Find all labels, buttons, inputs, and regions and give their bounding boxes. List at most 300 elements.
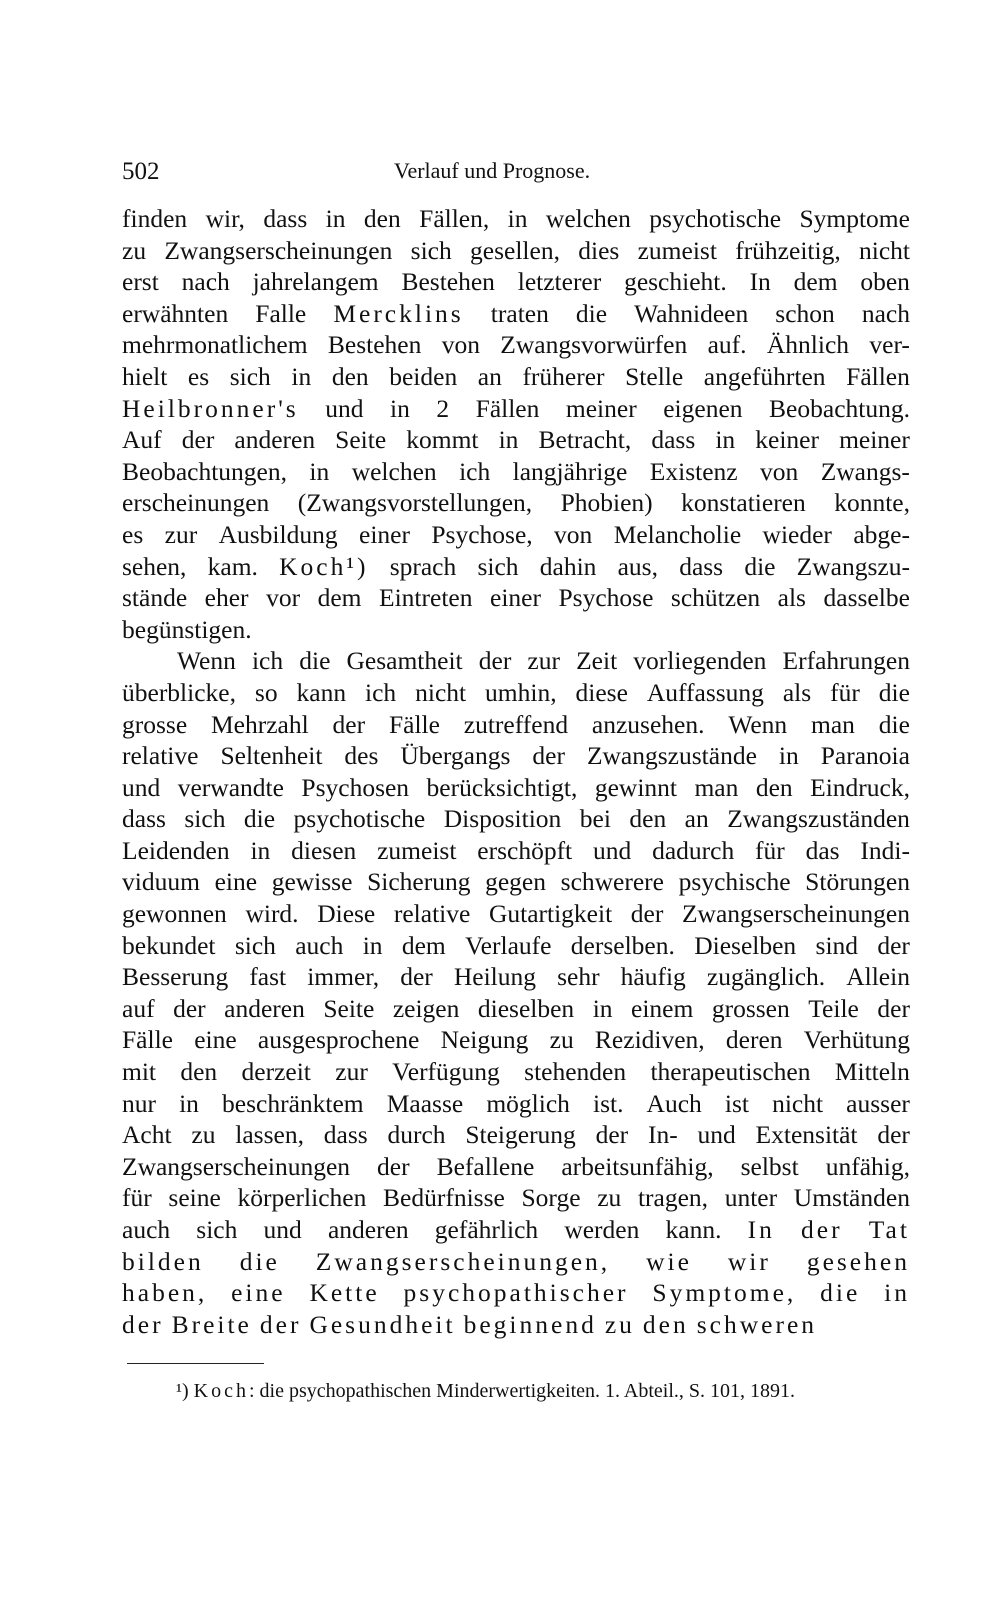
word: Beobachtung. xyxy=(769,393,910,423)
word: zur xyxy=(335,1057,368,1087)
word: grosse xyxy=(122,709,188,739)
word: der xyxy=(801,1215,843,1244)
word: jahrelangem xyxy=(252,267,379,297)
word: der xyxy=(532,741,565,771)
word: in xyxy=(250,835,271,865)
word: kann. xyxy=(665,1215,722,1244)
word: man xyxy=(694,772,739,802)
word: Wenn xyxy=(177,646,236,676)
word: derzeit xyxy=(241,1057,311,1087)
word: zu xyxy=(191,1120,216,1150)
word: Befallene xyxy=(436,1151,535,1181)
word: immer, xyxy=(307,962,380,992)
word: Dieselben xyxy=(694,930,797,960)
word: erschöpft xyxy=(477,835,573,865)
word: erscheinungen xyxy=(122,488,270,518)
word: Mitteln xyxy=(834,1057,910,1087)
word: Paranoia xyxy=(820,741,910,771)
text-line xyxy=(122,677,910,709)
word: hielt xyxy=(122,361,168,391)
word: auch xyxy=(295,930,344,960)
text-line xyxy=(122,961,910,993)
word: sind xyxy=(815,930,859,960)
word: nicht xyxy=(415,677,467,707)
word: Existenz xyxy=(649,456,738,486)
word: Erfahrungen xyxy=(782,646,910,676)
word: Fällen, xyxy=(419,204,490,233)
word: nach xyxy=(861,298,910,328)
word: langjährige xyxy=(512,456,628,486)
word: anderen xyxy=(327,1215,409,1244)
word: erwähnten xyxy=(122,298,229,328)
word: zu xyxy=(597,1183,622,1213)
text-line xyxy=(122,456,910,488)
word: zumeist xyxy=(377,835,457,865)
word: zugänglich. xyxy=(706,962,826,992)
word: die xyxy=(878,677,910,707)
word: relative xyxy=(393,899,471,929)
word: nur xyxy=(122,1088,156,1118)
word: Bedürfnisse xyxy=(383,1183,505,1213)
footnote-marker: ¹) xyxy=(176,1380,189,1402)
word: der xyxy=(173,993,206,1023)
text-line xyxy=(122,614,910,646)
word: Psychose xyxy=(558,583,654,613)
word: dem xyxy=(793,267,838,297)
word: und xyxy=(592,835,632,865)
footnote-author: Koch xyxy=(193,1380,249,1402)
word: beschränktem xyxy=(222,1088,364,1118)
word: keiner xyxy=(755,425,819,455)
word: Neigung xyxy=(440,1025,529,1055)
word: man xyxy=(811,709,855,739)
text-line xyxy=(122,772,910,804)
word: anzusehen. xyxy=(591,709,705,739)
word: Umständen xyxy=(793,1183,910,1213)
word: eher xyxy=(204,583,249,613)
word: berücksichtigt, xyxy=(426,772,578,802)
word: haben, xyxy=(122,1278,208,1308)
word: Verfügung xyxy=(392,1057,500,1087)
word: Mehrzahl xyxy=(211,709,309,739)
word: psychotische xyxy=(649,204,782,233)
word: die xyxy=(744,551,776,581)
word: verwandte xyxy=(177,772,284,802)
word: konstatieren xyxy=(681,488,806,518)
word: ist. xyxy=(592,1088,624,1118)
word: Kette xyxy=(309,1278,380,1308)
word: als xyxy=(777,583,806,613)
word: in xyxy=(884,1278,910,1308)
word: fast xyxy=(249,962,287,992)
word: an xyxy=(477,361,502,391)
word: von xyxy=(441,330,480,360)
word: Zwangs- xyxy=(820,456,910,486)
word: die xyxy=(299,646,331,676)
text-line xyxy=(122,835,910,867)
word: ver- xyxy=(869,330,910,360)
text-line xyxy=(122,740,910,772)
word: dass xyxy=(679,551,724,581)
word: Steigerung xyxy=(465,1120,576,1150)
word: dass xyxy=(323,1120,368,1150)
word: eigenen xyxy=(663,393,743,423)
word: eine xyxy=(194,1025,237,1055)
word: tragen, xyxy=(637,1183,709,1213)
word: letzterer xyxy=(517,267,602,297)
word: abge- xyxy=(853,519,910,549)
word: anderen xyxy=(224,993,305,1023)
word: Heilung xyxy=(453,962,537,992)
word: sich xyxy=(410,235,452,265)
text-line xyxy=(122,519,910,551)
word: Betracht, xyxy=(538,425,632,455)
word: stände xyxy=(122,583,188,613)
word: diese xyxy=(575,677,628,707)
word: zutreffend xyxy=(463,709,569,739)
word: Extensität xyxy=(755,1120,858,1150)
word: und xyxy=(263,1215,302,1244)
word: die xyxy=(820,1278,861,1308)
word: mehrmonatlichem xyxy=(122,330,308,360)
word: die xyxy=(243,804,276,834)
word: Tat xyxy=(868,1215,910,1244)
word: der xyxy=(595,1120,629,1150)
word: das xyxy=(805,835,840,865)
word: geschieht. xyxy=(624,267,727,297)
text-line xyxy=(122,645,910,677)
word: auf. xyxy=(707,330,747,360)
word: Leidenden xyxy=(122,835,230,865)
word: Maasse xyxy=(386,1088,464,1118)
word: ist xyxy=(724,1088,749,1118)
word: gesehen xyxy=(806,1246,910,1276)
word: der xyxy=(122,1309,164,1339)
word: ausser xyxy=(846,1088,910,1118)
text-line xyxy=(122,1182,910,1214)
word: die xyxy=(239,1246,280,1276)
word: derselben. xyxy=(570,930,675,960)
word: frühzeitig, xyxy=(735,235,841,265)
word: in xyxy=(325,204,346,233)
text-line xyxy=(122,329,910,361)
word: den xyxy=(755,772,793,802)
word: umhin, xyxy=(485,677,557,707)
text-line xyxy=(122,1151,910,1183)
word: schon xyxy=(775,298,835,328)
text-line xyxy=(122,1088,910,1120)
word: Heilbronner's xyxy=(122,393,299,423)
word: wird. xyxy=(245,899,299,929)
word: der xyxy=(877,993,910,1023)
word: Zwangserscheinungen xyxy=(681,899,910,929)
word: der xyxy=(630,899,664,929)
text-line xyxy=(122,266,910,298)
word: dem xyxy=(317,583,362,613)
word: den xyxy=(642,1309,689,1339)
word: der xyxy=(181,425,215,455)
word: körperlichen xyxy=(237,1183,367,1213)
word: finden xyxy=(122,204,188,233)
word: der xyxy=(259,1309,302,1339)
word: überblicke, xyxy=(122,677,236,707)
word: Seite xyxy=(323,993,375,1023)
word: Fällen xyxy=(475,393,540,423)
word: grossen xyxy=(711,993,790,1023)
word: als xyxy=(782,677,812,707)
word: Eintreten xyxy=(379,583,473,613)
word: sich xyxy=(234,930,276,960)
word: Diese xyxy=(317,899,376,929)
word: beiden xyxy=(389,361,458,391)
word: den xyxy=(629,804,667,834)
word: früherer xyxy=(522,361,605,391)
word: für xyxy=(755,835,785,865)
word: eine xyxy=(214,867,258,897)
word: sich xyxy=(477,551,519,581)
word: Mercklins xyxy=(333,298,464,328)
word: viduum xyxy=(122,867,200,897)
word: dieselben xyxy=(477,993,575,1023)
word: Phobien) xyxy=(560,488,653,518)
word: Sorge xyxy=(521,1183,581,1213)
word: Acht xyxy=(122,1120,172,1150)
word: selbst xyxy=(740,1151,799,1181)
word: Auf xyxy=(122,425,162,455)
word: nicht xyxy=(858,235,910,265)
word: sich xyxy=(229,361,271,391)
word: werden xyxy=(564,1215,640,1244)
word: meiner xyxy=(839,425,910,455)
word: in xyxy=(498,425,519,455)
word: bekundet xyxy=(122,930,216,960)
word: gewonnen xyxy=(122,899,227,929)
word: der xyxy=(877,1120,910,1150)
text-line xyxy=(122,235,910,267)
word: Disposition xyxy=(443,804,562,834)
word: Stelle xyxy=(625,361,684,391)
word: möglich xyxy=(486,1088,570,1118)
word: Fälle xyxy=(122,1025,173,1055)
word: bilden xyxy=(122,1246,204,1276)
word: konnte, xyxy=(834,488,910,518)
page-header xyxy=(122,150,912,190)
text-line xyxy=(122,1119,910,1151)
page-number: 502 xyxy=(122,158,160,185)
text-line xyxy=(122,1309,910,1341)
word: Rezidiven, xyxy=(594,1025,705,1055)
word: zur xyxy=(527,646,560,676)
word: den xyxy=(331,361,369,391)
word: aus, xyxy=(617,551,658,581)
word: Ausbildung xyxy=(218,519,338,549)
word: anderen xyxy=(234,425,316,455)
word: Zwangszuständen xyxy=(727,804,910,834)
word: von xyxy=(554,519,593,549)
word: ich xyxy=(365,677,397,707)
word: psychopathischer xyxy=(403,1278,629,1308)
word: zu xyxy=(604,1309,635,1339)
word: nicht xyxy=(772,1088,824,1118)
word: gesellen, xyxy=(470,235,560,265)
word: psychische xyxy=(678,867,791,897)
word: Eindruck, xyxy=(810,772,910,802)
word: und xyxy=(697,1120,736,1150)
word: dass xyxy=(263,204,308,233)
word: in xyxy=(390,393,410,423)
word: wir xyxy=(727,1246,771,1276)
word: durch xyxy=(387,1120,446,1150)
word: dass xyxy=(651,425,696,455)
word: häufig xyxy=(620,962,686,992)
word: gewisse xyxy=(271,867,353,897)
word: wie xyxy=(646,1246,692,1276)
word: gewinnt xyxy=(594,772,677,802)
text-line xyxy=(122,993,910,1025)
text-line xyxy=(122,1246,910,1278)
word: auf xyxy=(122,993,155,1023)
word: therapeutischen xyxy=(650,1057,811,1087)
word: seine xyxy=(168,1183,221,1213)
word: arbeitsunfähig, xyxy=(561,1151,714,1181)
word: welchen xyxy=(545,204,631,233)
word: diesen xyxy=(291,835,357,865)
word: schweren xyxy=(696,1309,818,1339)
word: an xyxy=(684,804,709,834)
text-line xyxy=(122,393,910,425)
word: sprach xyxy=(389,551,457,581)
word: einer xyxy=(490,583,541,613)
word: den xyxy=(363,204,401,233)
word: sehen, xyxy=(122,551,187,581)
word: Wahnideen xyxy=(634,298,749,328)
word: einer xyxy=(359,519,410,549)
word: Besserung xyxy=(122,962,229,992)
word: ich xyxy=(251,646,284,676)
word: meiner xyxy=(565,393,637,423)
word: Verhütung xyxy=(803,1025,910,1055)
footnote-text: : die psychopathischen Minderwertigkeiten. 1. Abteil., S. 101, 1891. xyxy=(248,1380,796,1402)
word: In xyxy=(749,267,771,297)
word: und xyxy=(325,393,364,423)
word: wir, xyxy=(205,204,245,233)
word: kommt xyxy=(406,425,479,455)
word: Psychosen xyxy=(301,772,410,802)
word: sich xyxy=(196,1215,238,1244)
text-line xyxy=(122,424,910,456)
word: Wenn xyxy=(728,709,788,739)
word: psychotische xyxy=(293,804,426,834)
word: es xyxy=(187,361,210,391)
word: Zwangszu- xyxy=(796,551,910,581)
text-line xyxy=(122,487,910,519)
word: Fällen xyxy=(846,361,910,391)
word: zu xyxy=(549,1025,574,1055)
word: ausgesprochene xyxy=(257,1025,420,1055)
text-line xyxy=(122,551,910,583)
word: eine xyxy=(231,1278,286,1308)
word: in xyxy=(715,425,736,455)
word: Zwangserscheinungen xyxy=(122,1151,351,1181)
word: Zwangsvorwürfen xyxy=(500,330,688,360)
word: Bestehen xyxy=(327,330,422,360)
word: deren xyxy=(725,1025,783,1055)
word: die xyxy=(878,709,910,739)
word: Auffassung xyxy=(646,677,764,707)
word: sich xyxy=(184,804,226,834)
word: der xyxy=(400,962,433,992)
text-line xyxy=(122,930,910,962)
word: Seite xyxy=(335,425,387,455)
word: für xyxy=(830,677,860,707)
word: in xyxy=(179,1088,199,1118)
word: der xyxy=(332,709,366,739)
text-line xyxy=(122,866,910,898)
word: in xyxy=(507,204,528,233)
word: nach xyxy=(181,267,230,297)
running-title: Verlauf und Prognose. xyxy=(394,158,591,183)
word: dass xyxy=(122,804,166,834)
word: unfähig, xyxy=(825,1151,910,1181)
word: angeführten xyxy=(703,361,826,391)
footnote xyxy=(176,1380,906,1403)
word: kann xyxy=(296,677,347,707)
word: schützen xyxy=(670,583,761,613)
word: ich xyxy=(459,456,491,486)
word: Beobachtungen, xyxy=(122,456,287,486)
word: vor xyxy=(266,583,301,613)
word: Gutartigkeit xyxy=(488,899,613,929)
word: In- xyxy=(647,1120,678,1150)
word: oben xyxy=(860,267,910,297)
word: Indi- xyxy=(860,835,910,865)
word: schwerere xyxy=(560,867,664,897)
word: dadurch xyxy=(652,835,735,865)
word: traten xyxy=(490,298,549,328)
word: vorliegenden xyxy=(633,646,767,676)
word: Bestehen xyxy=(401,267,495,297)
word: Teile xyxy=(808,993,859,1023)
word: von xyxy=(760,456,799,486)
word: unter xyxy=(724,1183,778,1213)
word: Melancholie xyxy=(613,519,742,549)
word: Symptome xyxy=(799,204,910,233)
word: in xyxy=(291,361,312,391)
word: zu xyxy=(122,235,147,265)
word: in xyxy=(309,456,330,486)
text-line xyxy=(122,1277,910,1309)
word: es xyxy=(122,519,144,549)
word: Störungen xyxy=(805,867,910,897)
word: und xyxy=(122,772,161,802)
word: für xyxy=(122,1183,152,1213)
word: Übergangs xyxy=(400,741,511,771)
word: des xyxy=(344,741,379,771)
word: bei xyxy=(579,804,611,834)
word: zur xyxy=(164,519,198,549)
word: zeigen xyxy=(392,993,460,1023)
text-line xyxy=(122,203,910,235)
word: In xyxy=(747,1215,775,1244)
word: einem xyxy=(631,993,694,1023)
word: in xyxy=(778,741,799,771)
word: dasselbe xyxy=(823,583,910,613)
word: stehenden xyxy=(524,1057,627,1087)
word: Koch¹) xyxy=(279,551,369,581)
word: Falle xyxy=(255,298,307,328)
word: die xyxy=(575,298,608,328)
text-line xyxy=(122,709,910,741)
